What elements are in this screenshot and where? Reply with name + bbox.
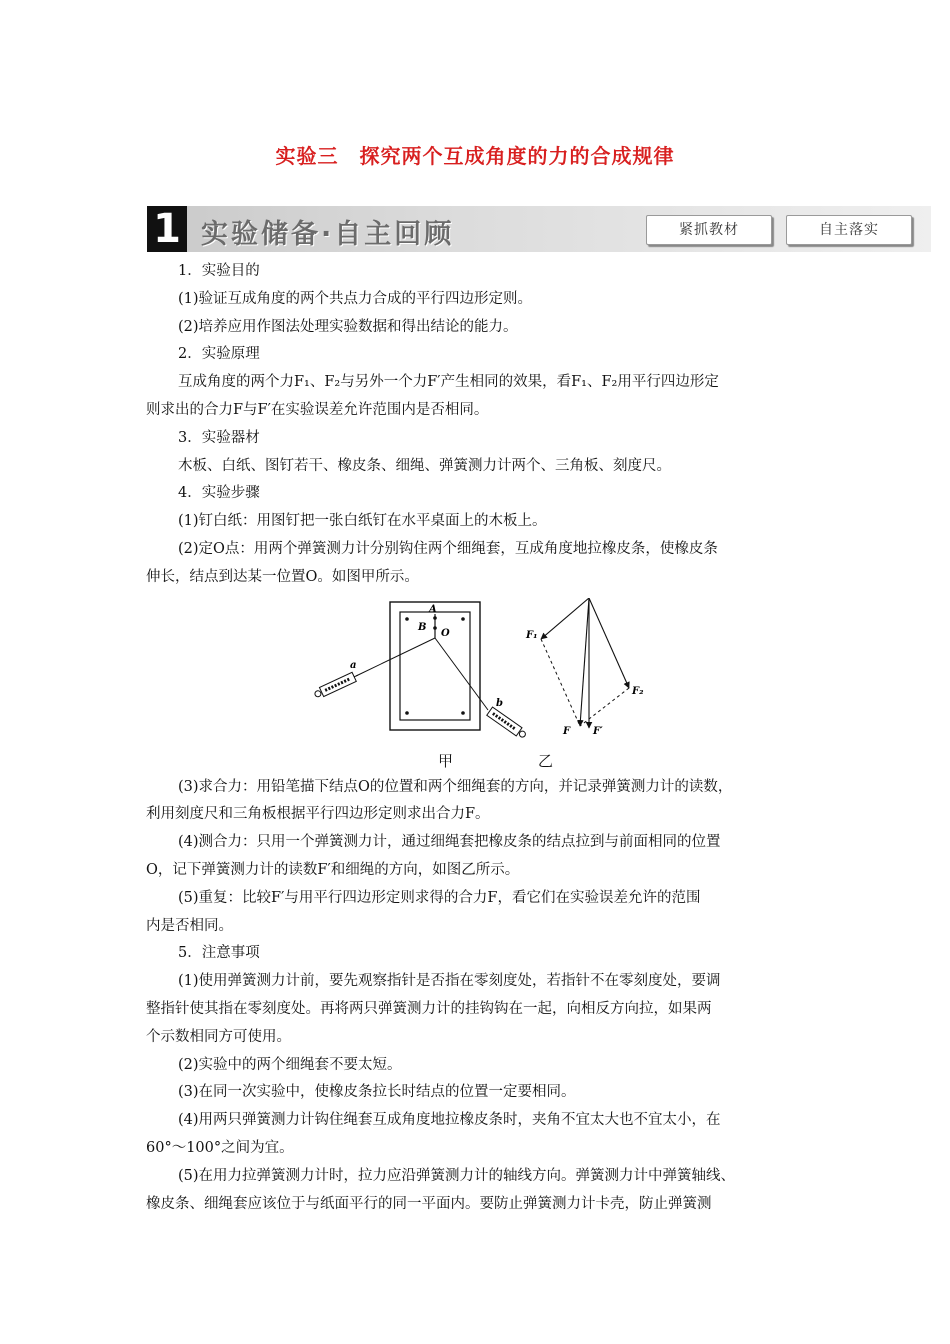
s4-line3: 伸长，结点到达某一位置O。如图甲所示。 [146, 568, 419, 585]
label-b: b [496, 697, 503, 709]
s4-line2: (2)定O点：用两个弹簧测力计分别钩住两个细绳套，互成角度地拉橡皮条，使橡皮条 [178, 540, 718, 557]
label-F-prime: F′ [593, 725, 603, 737]
experiment-figure [178, 598, 814, 774]
label-F1: F₁ [526, 629, 538, 641]
document-body [146, 258, 814, 1218]
label-B: B [418, 621, 427, 633]
label-F: F [563, 725, 571, 737]
s4-heading: 4．实验步骤 [178, 485, 260, 502]
label-A: A [429, 603, 437, 615]
label-a: a [350, 659, 357, 671]
s5-line7: 60°～100°之间为宜。 [146, 1139, 294, 1156]
s5-line6: (4)用两只弹簧测力计钩住绳套互成角度地拉橡皮条时，夹角不宜太大也不宜太小，在 [178, 1112, 721, 1129]
s5-line4: (2)实验中的两个细绳套不要太短。 [178, 1056, 402, 1073]
section-banner [147, 206, 931, 252]
s5-line2: 整指针使其指在零刻度处。再将两只弹簧测力计的挂钩钩在一起，向相反方向拉，如果两 [146, 1000, 712, 1017]
s4-line9: 内是否相同。 [146, 917, 233, 934]
section-number: 1 [147, 206, 187, 252]
s4-line6: (4)测合力：只用一个弹簧测力计，通过细绳套把橡皮条的结点拉到与前面相同的位置 [178, 834, 721, 851]
label-O: O [441, 627, 450, 639]
caption-jia: 甲 [438, 751, 454, 770]
s5-line8: (5)在用力拉弹簧测力计时，拉力应沿弹簧测力计的轴线方向。弹簧测力计中弹簧轴线、 [178, 1167, 736, 1184]
s2-line2: 则求出的合力F与F′在实验误差允许范围内是否相同。 [146, 401, 489, 418]
s4-line8: (5)重复：比较F′与用平行四边形定则求得的合力F，看它们在实验误差允许的范围 [178, 889, 701, 906]
section-heading: 实验储备·自主回顾 [201, 219, 455, 250]
caption-yi: 乙 [538, 751, 554, 770]
page-title: 实验三 探究两个互成角度的力的合成规律 [275, 144, 675, 168]
s4-line7: O，记下弹簧测力计的读数F′和细绳的方向，如图乙所示。 [146, 861, 520, 878]
label-F2: F₂ [632, 685, 644, 697]
s3-line1: 木板、白纸、图钉若干、橡皮条、细绳、弹簧测力计两个、三角板、刻度尺。 [178, 457, 671, 474]
s1-line1: (1)验证互成角度的两个共点力合成的平行四边形定则。 [178, 290, 533, 307]
s5-line3: 个示数相同方可使用。 [146, 1028, 291, 1045]
s5-heading: 5．注意事项 [178, 945, 260, 962]
s4-line4: (3)求合力：用铅笔描下结点O的位置和两个细绳套的方向，并记录弹簧测力计的读数， [178, 778, 733, 795]
s1-line2: (2)培养应用作图法处理实验数据和得出结论的能力。 [178, 318, 518, 335]
s4-line5: 利用刻度尺和三角板根据平行四边形定则求出合力F。 [146, 806, 490, 823]
s1-heading: 1．实验目的 [178, 263, 260, 279]
textbook-button[interactable]: 紧抓教材 [646, 215, 772, 245]
s2-line1: 互成角度的两个力F₁、F₂与另外一个力F′产生相同的效果，看F₁、F₂用平行四边形定 [178, 374, 719, 391]
s4-line1: (1)钉白纸：用图钉把一张白纸钉在水平桌面上的木板上。 [178, 513, 547, 530]
s5-line1: (1)使用弹簧测力计前，要先观察指针是否指在零刻度处，若指针不在零刻度处，要调 [178, 973, 721, 990]
s2-heading: 2．实验原理 [178, 346, 260, 363]
s5-line5: (3)在同一次实验中，使橡皮条拉长时结点的位置一定要相同。 [178, 1084, 576, 1101]
experiment-diagram [178, 598, 814, 748]
self-study-button[interactable]: 自主落实 [786, 215, 912, 245]
s3-heading: 3．实验器材 [178, 429, 260, 446]
s5-line9: 橡皮条、细绳套应该位于与纸面平行的同一平面内。要防止弹簧测力计卡壳，防止弹簧测 [146, 1195, 712, 1212]
